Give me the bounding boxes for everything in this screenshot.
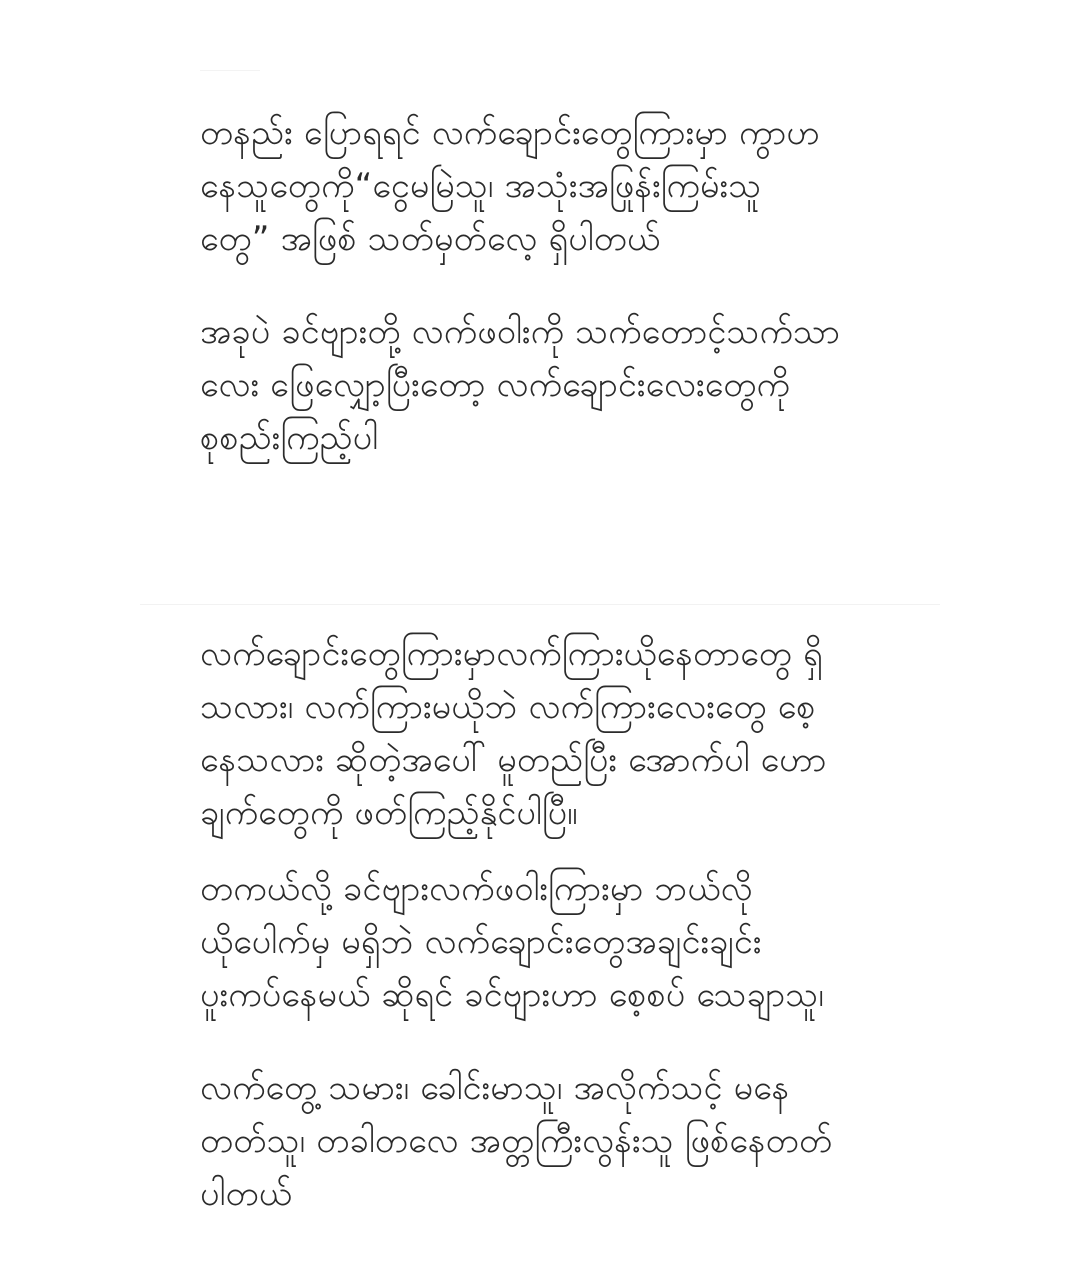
paragraph-line: တတ်သူ၊ တခါတလေ အတ္တကြီးလွန်းသူ ဖြစ်နေတတ် [200, 1121, 833, 1161]
paragraph-3 [200, 628, 920, 840]
paragraph-line: နေသူတွေကို“ငွေမမြဲသူ၊ အသုံးအဖြုန်းကြမ်းသူ [200, 166, 762, 206]
paragraph-line: တွေ” အဖြစ် သတ်မှတ်လေ့ ရှိပါတယ် [200, 219, 661, 259]
paragraph-line: သလား၊ လက်ကြားမယိုဘဲ လက်ကြားလေးတွေ စေ့ [200, 687, 816, 727]
paragraph-4 [200, 863, 920, 1022]
paragraph-line: လေး ဖြေလျှော့ပြီးတော့ လက်ချောင်းလေးတွေကို [200, 365, 790, 405]
paragraph-line: ချက်တွေကို ဖတ်ကြည့်နိုင်ပါပြီ။ [200, 793, 578, 833]
paragraph-line: စုစည်းကြည့်ပါ [200, 418, 379, 458]
top-edge-shadow [200, 70, 260, 71]
top-text-section [0, 0, 1080, 560]
paragraph-line: တကယ်လို့ ခင်ဗျားလက်ဖဝါးကြားမှာ ဘယ်လို [200, 869, 753, 909]
paragraph-1 [200, 107, 920, 266]
paragraph-line: ပါတယ် [200, 1174, 292, 1214]
paragraph-line: နေသလား ဆိုတဲ့အပေါ် မူတည်ပြီး အောက်ပါ ဟော [200, 740, 827, 780]
paragraph-line: ယိုပေါက်မှ မရှိဘဲ လက်ချောင်းတွေအချင်းချင်း [200, 922, 762, 962]
paragraph-5 [200, 1062, 920, 1221]
paragraph-line: တနည်း ပြောရရင် လက်ချောင်းတွေကြားမှာ ကွာဟ [200, 113, 820, 153]
paragraph-2 [200, 306, 920, 465]
paragraph-line: လက်တွေ့ သမား၊ ခေါင်းမာသူ၊ အလိုက်သင့် မနေ [200, 1068, 790, 1108]
paragraph-line: လက်ချောင်းတွေကြားမှာလက်ကြားယိုနေတာတွေ ရှိ [200, 634, 823, 674]
paragraph-line: ပူးကပ်နေမယ် ဆိုရင် ခင်ဗျားဟာ စေ့စပ် သေချာသူ၊ [200, 975, 824, 1015]
paragraph-line: အခုပဲ ခင်ဗျားတို့ လက်ဖဝါးကို သက်တောင့်သက်သာ [200, 312, 841, 352]
